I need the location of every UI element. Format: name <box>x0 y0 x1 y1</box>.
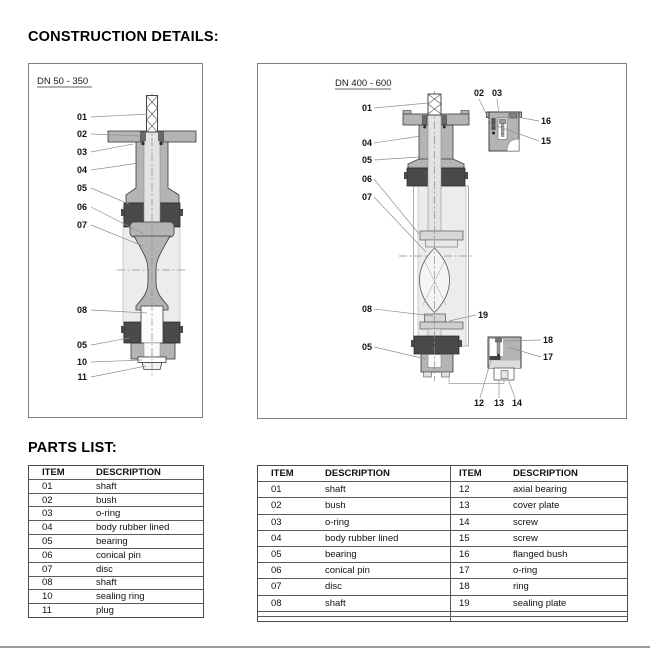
table-row <box>29 479 203 493</box>
conical-pin-part <box>420 231 463 240</box>
callout-15: 15 <box>541 136 552 146</box>
cell-item: 05 <box>42 535 53 547</box>
callout-13: 13 <box>493 398 505 408</box>
callout-04: 04 <box>76 165 87 175</box>
callout-16: 16 <box>541 116 552 126</box>
cell-item: 15 <box>450 531 505 546</box>
variant-label: DN 50 - 350 <box>37 76 89 87</box>
valve-drawing <box>399 91 472 381</box>
table-row <box>258 595 627 611</box>
callout-17: 17 <box>543 352 554 362</box>
table-row <box>258 514 627 530</box>
top-shaft-part <box>428 94 441 115</box>
callout-07: 07 <box>361 192 372 202</box>
callout-02: 02 <box>76 129 87 139</box>
callout-10: 10 <box>76 357 87 367</box>
sealing-plate-part <box>420 322 463 329</box>
cell-description: ring <box>513 581 529 593</box>
cell-description: screw <box>513 516 538 528</box>
callout-14: 14 <box>511 398 523 408</box>
cell-item: 01 <box>271 484 282 496</box>
variant-label: DN 400 - 600 <box>335 78 392 89</box>
o-ring-dot <box>443 126 446 129</box>
callout-06: 06 <box>361 174 372 184</box>
lower-bearing-part <box>414 336 459 354</box>
col-header-item: ITEM <box>271 468 294 480</box>
table-row <box>29 589 203 603</box>
cell-description: bush <box>325 500 346 512</box>
callout-02: 02 <box>473 88 485 98</box>
valve-cross-section-dn50-350 <box>29 64 201 416</box>
callout-18: 18 <box>543 335 554 345</box>
table-row <box>29 506 203 520</box>
cell-item: 08 <box>271 597 282 609</box>
cell-item: 16 <box>450 547 505 562</box>
cell-item: 08 <box>42 577 53 589</box>
table-row <box>258 530 627 546</box>
cell-description: plug <box>96 605 114 617</box>
cell-description: conical pin <box>96 549 141 561</box>
callout-05-lower: 05 <box>361 342 372 352</box>
diagram-panel-dn400-600 <box>257 63 627 419</box>
table-row <box>29 493 203 507</box>
callout-19: 19 <box>478 310 489 320</box>
callout-08: 08 <box>76 305 87 315</box>
detail-inset-top <box>487 112 522 151</box>
cell-description: bearing <box>325 549 357 561</box>
callout-01: 01 <box>361 103 372 113</box>
bush-part <box>492 118 496 130</box>
cell-description: body rubber lined <box>325 532 399 544</box>
cell-description: disc <box>325 581 342 593</box>
cell-description: o-ring <box>96 508 121 520</box>
axial-bearing-part <box>490 356 501 360</box>
cell-item: 18 <box>450 579 505 594</box>
cell-description: o-ring <box>325 516 350 528</box>
col-header-description: DESCRIPTION <box>513 468 578 480</box>
table-row-empty <box>258 616 627 621</box>
cell-item: 03 <box>271 516 282 528</box>
callout-08: 08 <box>361 304 372 314</box>
cell-item: 04 <box>42 522 53 534</box>
screw-head <box>500 119 506 124</box>
cell-description: bush <box>96 494 117 506</box>
cell-item: 13 <box>450 498 505 513</box>
cell-item: 10 <box>42 591 53 603</box>
table-header-row <box>258 466 627 481</box>
o-ring-dot <box>423 126 426 129</box>
cell-description: flanged bush <box>513 549 568 561</box>
callout-05: 05 <box>76 183 87 193</box>
callout-05: 05 <box>361 155 372 165</box>
cell-description: bearing <box>96 535 128 547</box>
cell-description: shaft <box>325 597 346 609</box>
cell-description: conical pin <box>325 565 370 577</box>
callout-03: 03 <box>491 88 503 98</box>
callout-03: 03 <box>76 147 87 157</box>
cell-item: 02 <box>271 500 282 512</box>
cell-item <box>450 617 505 621</box>
cell-description: axial bearing <box>513 484 567 496</box>
cell-description: body rubber lined <box>96 522 170 534</box>
screw-shaft <box>497 342 500 354</box>
cell-item: 05 <box>271 549 282 561</box>
o-ring-dot <box>159 142 162 145</box>
cell-item: 19 <box>450 596 505 611</box>
cell-description: shaft <box>325 484 346 496</box>
table-row <box>29 562 203 576</box>
callout-04: 04 <box>361 138 372 148</box>
table-row <box>29 520 203 534</box>
table-row <box>258 481 627 497</box>
table-header-row <box>29 466 203 479</box>
parts-list-title: PARTS LIST: <box>28 440 117 456</box>
callout-labels <box>77 112 87 382</box>
col-header-item: ITEM <box>450 466 505 481</box>
cell-item: 01 <box>42 480 53 492</box>
table-row <box>258 546 627 562</box>
cell-description: o-ring <box>513 565 538 577</box>
table-row <box>29 576 203 590</box>
cell-item: 06 <box>271 565 282 577</box>
cell-item: 17 <box>450 563 505 578</box>
col-header-description: DESCRIPTION <box>96 466 161 478</box>
col-header-item: ITEM <box>42 466 65 478</box>
cell-description: shaft <box>96 480 117 492</box>
callout-07: 07 <box>76 220 87 230</box>
table-row <box>258 578 627 594</box>
cell-item: 14 <box>450 515 505 530</box>
callout-01: 01 <box>76 112 87 122</box>
table-row <box>258 497 627 513</box>
cell-description: sealing ring <box>96 591 145 603</box>
callout-12: 12 <box>473 398 485 408</box>
valve-cross-section-dn400-600 <box>258 64 625 417</box>
flanged-bush-part <box>509 114 517 119</box>
screw-part <box>501 371 508 379</box>
cell-item: 03 <box>42 508 53 520</box>
callout-05-lower: 05 <box>76 340 87 350</box>
cell-item: 07 <box>271 581 282 593</box>
cell-description: shaft <box>96 577 117 589</box>
cell-item: 02 <box>42 494 53 506</box>
table-row <box>29 548 203 562</box>
cell-description: disc <box>96 563 113 575</box>
footer-rule <box>0 646 650 648</box>
cell-item: 06 <box>42 549 53 561</box>
table-row <box>258 562 627 578</box>
construction-details-title: CONSTRUCTION DETAILS: <box>28 29 219 45</box>
parts-table-dn50-350 <box>28 465 204 618</box>
o-ring-dot <box>492 132 495 135</box>
table-row <box>29 603 203 617</box>
cell-description: screw <box>513 532 538 544</box>
callout-06: 06 <box>76 202 87 212</box>
cell-item: 04 <box>271 532 282 544</box>
table-row <box>29 534 203 548</box>
diagram-panel-dn50-350 <box>28 63 203 418</box>
cell-description: sealing plate <box>513 597 567 609</box>
col-header-description: DESCRIPTION <box>325 468 390 480</box>
parts-table-dn400-600 <box>257 465 628 622</box>
cell-description: cover plate <box>513 500 560 512</box>
ring-part <box>496 339 502 343</box>
callout-11: 11 <box>77 372 87 382</box>
cell-item: 12 <box>450 482 505 497</box>
cell-item: 07 <box>42 563 53 575</box>
cell-item: 11 <box>42 605 52 617</box>
o-ring-dot <box>141 142 144 145</box>
